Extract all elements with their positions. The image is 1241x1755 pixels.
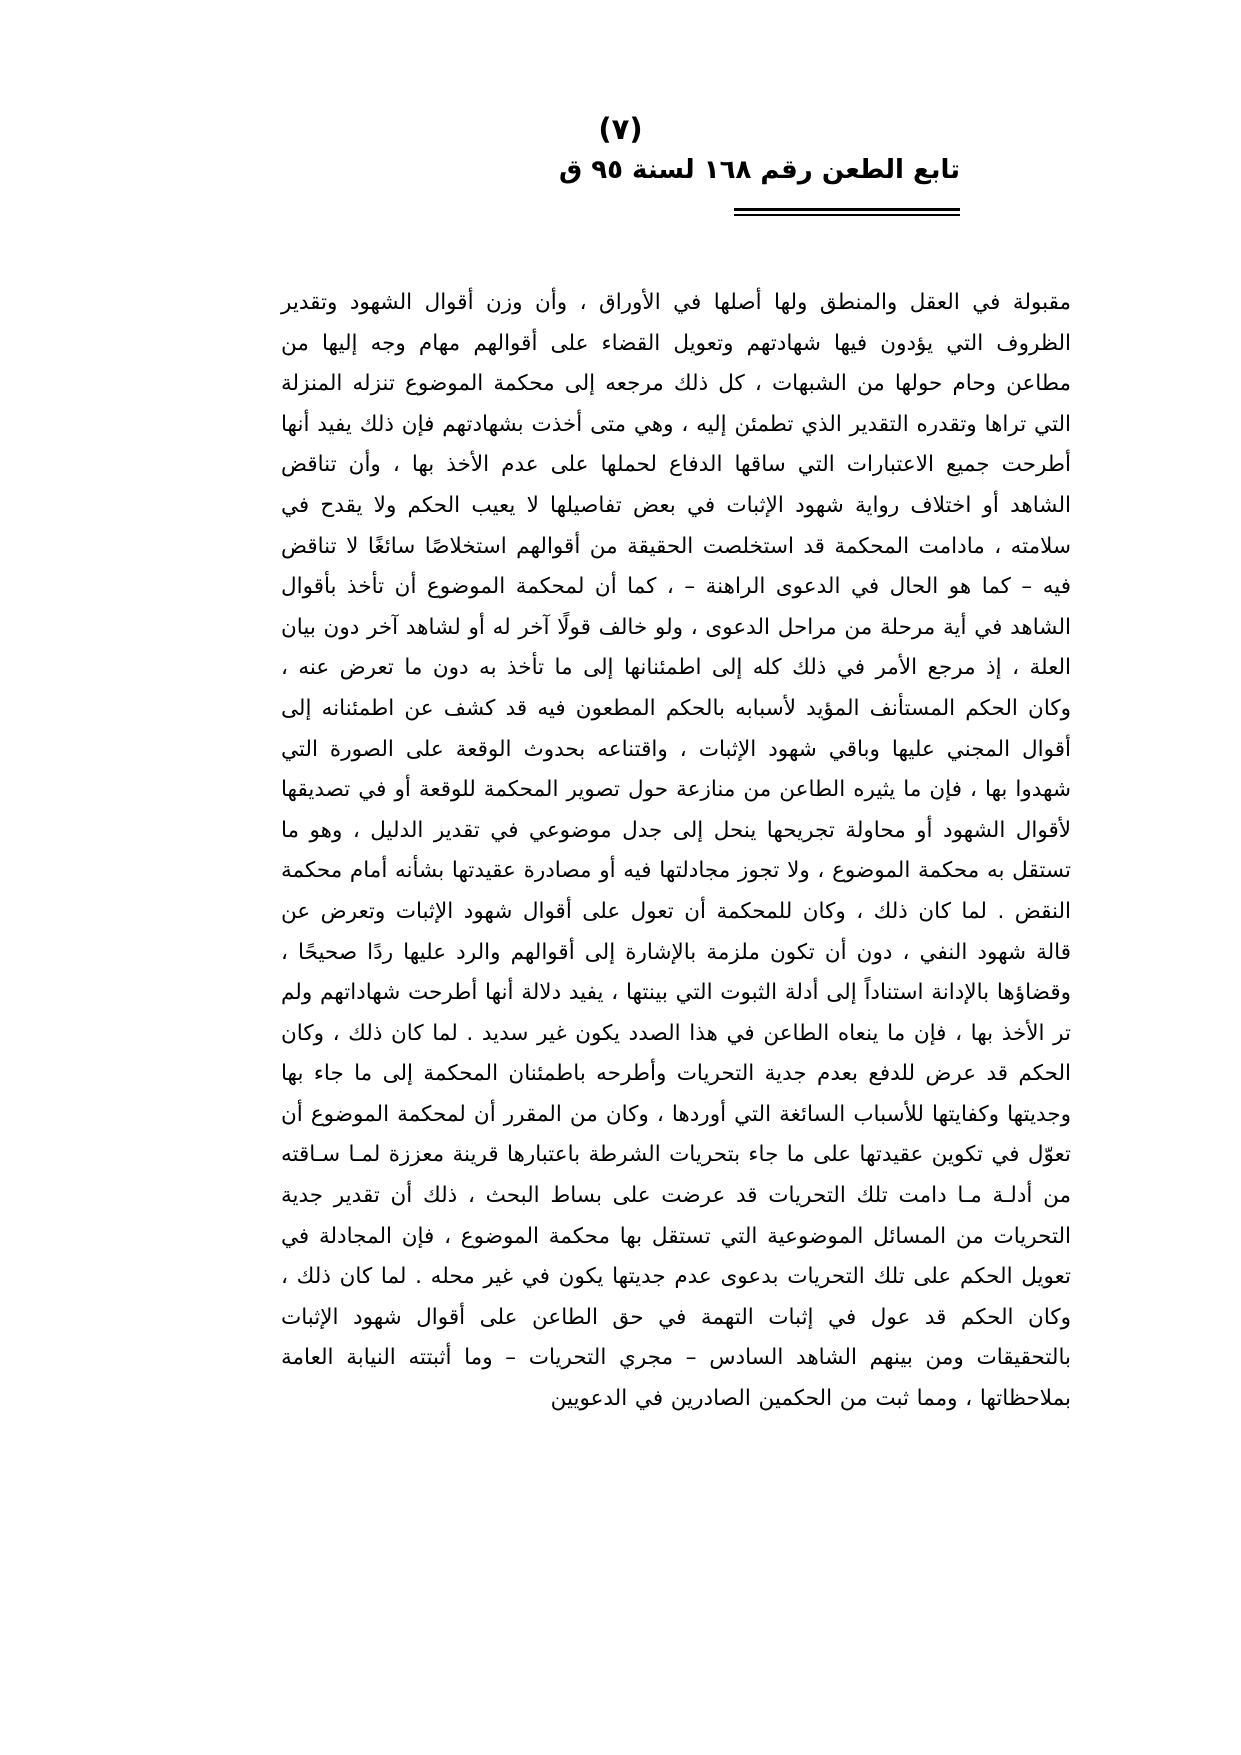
- document-body: [281, 283, 1071, 1420]
- header-title: تابع الطعن رقم ١٦٨ لسنة ٩٥ ق: [558, 155, 960, 185]
- document-header: [280, 155, 960, 216]
- body-paragraph: مقبولة في العقل والمنطق ولها أصلها في الأوراق ، وأن وزن أقوال الشهود وتقدير الظروف التي يؤدون فيها شهادتهم وتعويل القضاء على أقوالهم مهام وجه إليها من مطاعن وحام حولها من الشبهات ، كل ذلك مرجعه إلى محكمة الموضوع تنزله المنزلة التي تراها وتقدره التقدير الذي تطمئن إليه ، وهي متى أخذت بشهادتهم فإن ذلك يفيد أنها أطرحت جميع الاعتبارات التي ساقها الدفاع لحملها على عدم الأخذ بها ، وأن تناقض الشاهد أو اختلاف رواية شهود الإثبات في بعض تفاصيلها لا يعيب الحكم ولا يقدح في سلامته ، مادامت المحكمة قد استخلصت الحقيقة من أقوالهم استخلاصًا سائغًا لا تناقض فيه – كما هو الحال في الدعوى الراهنة – ، كما أن لمحكمة الموضوع أن تأخذ بأقوال الشاهد في أية مرحلة من مراحل الدعوى ، ولو خالف قولًا آخر له أو لشاهد آخر دون بيان العلة ، إذ مرجع الأمر في ذلك كله إلى اطمئنانها إلى ما تأخذ به دون ما تعرض عنه ، وكان الحكم المستأنف المؤيد لأسبابه بالحكم المطعون فيه قد كشف عن اطمئنانه إلى أقوال المجني عليها وباقي شهود الإثبات ، واقتناعه بحدوث الوقعة على الصورة التي شهدوا بها ، فإن ما يثيره الطاعن من منازعة حول تصوير المحكمة للوقعة أو في تصديقها لأقوال الشهود أو محاولة تجريحها ينحل إلى جدل موضوعي في تقدير الدليل ، وهو ما تستقل به محكمة الموضوع ، ولا تجوز مجادلتها فيه أو مصادرة عقيدتها بشأنه أمام محكمة النقض . لما كان ذلك ، وكان للمحكمة أن تعول على أقوال شهود الإثبات وتعرض عن قالة شهود النفي ، دون أن تكون ملزمة بالإشارة إلى أقوالهم والرد عليها ردًا صحيحًا ، وقضاؤها بالإدانة استناداً إلى أدلة الثبوت التي بينتها ، يفيد دلالة أنها أطرحت شهاداتهم ولم تر الأخذ بها ، فإن ما ينعاه الطاعن في هذا الصدد يكون غير سديد . لما كان ذلك ، وكان الحكم قد عرض للدفع بعدم جدية التحريات وأطرحه باطمئنان المحكمة إلى ما جاء بها وجديتها وكفايتها للأسباب السائغة التي أوردها ، وكان من المقرر أن لمحكمة الموضوع أن تعوّل في تكوين عقيدتها على ما جاء بتحريات الشرطة باعتبارها قرينة معززة لمـا سـاقته من أدلـة مـا دامت تلك التحريات قد عرضت على بساط البحث ، ذلك أن تقدير جدية التحريات من المسائل الموضوعية التي تستقل بها محكمة الموضوع ، فإن المجادلة في تعويل الحكم على تلك التحريات بدعوى عدم جديتها يكون في غير محله . لما كان ذلك ، وكان الحكم قد عول في إثبات التهمة في حق الطاعن على أقوال شهود الإثبات بالتحقيقات ومن بينهم الشاهد السادس – مجري التحريات – وما أثبتته النيابة العامة بملاحظاتها ، ومما ثبت من الحكمين الصادرين في الدعويين: [281, 290, 1071, 1412]
- page-number: (٧): [598, 112, 643, 146]
- header-divider-rule: [734, 208, 960, 216]
